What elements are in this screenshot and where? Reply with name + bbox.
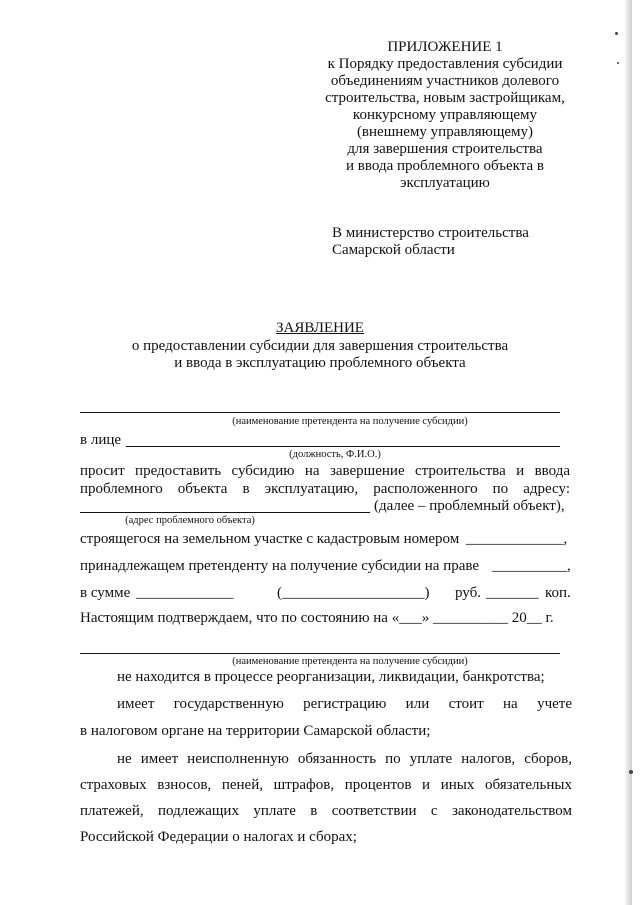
appendix-line: для завершения строительства bbox=[347, 141, 543, 157]
sum-label: в сумме bbox=[80, 585, 131, 601]
caption-address: (адрес проблемного объекта) bbox=[125, 515, 255, 526]
statement-paragraph: платежей, подлежащих уплате в соответствии с законодательством bbox=[80, 803, 572, 819]
rub-label: руб. bbox=[455, 585, 481, 601]
sum-words-field[interactable]: (___________________) bbox=[277, 585, 430, 601]
appendix-line: строительства, новым застройщикам, bbox=[325, 90, 565, 106]
in-person-label: в лице bbox=[80, 432, 122, 448]
document-subtitle: и ввода в эксплуатацию проблемного объекта bbox=[174, 355, 466, 371]
document-subtitle: о предоставлении субсидии для завершения строительства bbox=[131, 338, 509, 354]
statement-paragraph: не находится в процессе реорганизации, ликвидации, банкротства; bbox=[117, 669, 545, 685]
representative-line[interactable] bbox=[126, 446, 560, 447]
address-tail: (далее – проблемный объект), bbox=[374, 498, 565, 514]
appendix-line: и ввода проблемного объекта в bbox=[346, 158, 544, 174]
statement-paragraph: в налоговом органе на территории Самарской области; bbox=[80, 723, 431, 739]
scan-speck bbox=[629, 770, 633, 774]
sum-digits-field[interactable]: _____________ bbox=[136, 585, 234, 601]
applicant-name-line-2[interactable] bbox=[80, 653, 560, 654]
kop-label: коп. bbox=[545, 585, 571, 601]
appendix-line: к Порядку предоставления субсидии bbox=[327, 56, 563, 72]
kop-field[interactable]: _______ bbox=[486, 585, 539, 601]
document-title: ЗАЯВЛЕНИЕ bbox=[276, 320, 364, 336]
addressee-line: Самарской области bbox=[332, 242, 455, 258]
statement-paragraph: не имеет неисполненную обязанность по уплате налогов, сборов, bbox=[117, 751, 572, 767]
scan-speck bbox=[617, 62, 619, 64]
appendix-line: (внешнему управляющему) bbox=[356, 124, 534, 140]
caption-applicant: (наименование претендента на получение субсидии) bbox=[232, 416, 468, 427]
statement-paragraph: имеет государственную регистрацию или стоит на учете bbox=[117, 696, 572, 712]
right-label: принадлежащем претенденту на получение субсидии на праве bbox=[80, 558, 480, 574]
address-line[interactable] bbox=[80, 512, 370, 513]
scan-speck bbox=[615, 32, 618, 35]
appendix-line: эксплуатацию bbox=[400, 175, 490, 191]
request-text-line: проблемного объекта в эксплуатацию, расположенного по адресу: bbox=[80, 481, 570, 497]
confirm-text: Настоящим подтверждаем, что по состоянию на «___» __________ 20__ г. bbox=[80, 610, 554, 626]
cadastral-field[interactable]: _____________, bbox=[466, 531, 568, 547]
statement-paragraph: Российской Федерации о налогах и сборах; bbox=[80, 829, 357, 845]
caption-applicant-2: (наименование претендента на получение субсидии) bbox=[232, 656, 468, 667]
cadastral-label: строящегося на земельном участке с кадастровым номером bbox=[80, 531, 460, 547]
statement-paragraph: страховых взносов, пеней, штрафов, процентов и иных обязательных bbox=[80, 777, 572, 793]
request-text-line: просит предоставить субсидию на завершение строительства и ввода bbox=[80, 463, 570, 479]
right-field[interactable]: __________, bbox=[492, 558, 571, 574]
addressee-line: В министерство строительства bbox=[332, 225, 529, 241]
caption-position: (должность, Ф.И.О.) bbox=[289, 449, 381, 460]
appendix-line: конкурсному управляющему bbox=[352, 107, 538, 123]
appendix-line: объединениям участников долевого bbox=[330, 73, 560, 89]
appendix-title: ПРИЛОЖЕНИЕ 1 bbox=[387, 39, 503, 55]
applicant-name-line[interactable] bbox=[80, 412, 560, 413]
